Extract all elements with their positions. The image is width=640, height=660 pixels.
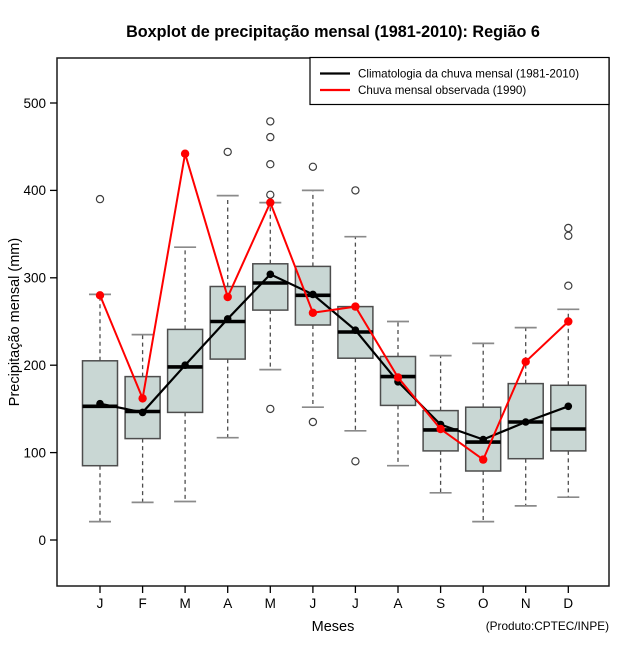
series-point-1 [224, 293, 232, 301]
series-point-0 [96, 400, 104, 408]
series-point-0 [181, 361, 189, 369]
x-axis-label: Meses [311, 619, 355, 635]
x-tick-label: D [563, 596, 574, 611]
series-point-1 [138, 394, 146, 402]
x-tick-label: M [179, 596, 191, 611]
y-tick-label: 300 [23, 270, 46, 286]
x-tick-label: A [393, 596, 403, 611]
y-tick-label: 400 [23, 183, 46, 199]
legend-label-climatology: Climatologia da chuva mensal (1981-2010) [358, 67, 580, 81]
x-tick-label: N [520, 596, 531, 611]
footer-credit: (Produto:CPTEC/INPE) [485, 619, 609, 633]
x-tick-label: J [309, 596, 317, 611]
series-point-1 [181, 150, 189, 158]
outlier-point [352, 187, 359, 194]
series-point-1 [266, 198, 274, 206]
series-point-1 [564, 317, 572, 325]
chart-title: Boxplot de precipitação mensal (1981-2010): Região 6 [126, 23, 540, 41]
x-tick-label: O [477, 596, 489, 611]
y-axis-label: Precipitação mensal (mm) [7, 237, 23, 407]
legend-label-observada: Chuva mensal observada (1990) [358, 84, 527, 97]
box-11 [551, 385, 586, 451]
outlier-point [309, 418, 316, 425]
y-tick-label: 0 [38, 532, 46, 548]
outlier-point [267, 118, 274, 125]
series-point-1 [351, 302, 359, 310]
outlier-point [352, 458, 359, 465]
x-tick-label: J [352, 596, 359, 611]
y-tick-label: 100 [23, 445, 46, 461]
series-point-0 [224, 315, 232, 323]
series-point-0 [522, 418, 530, 426]
outlier-point [267, 161, 274, 168]
outlier-point [267, 405, 274, 412]
outlier-point [565, 282, 572, 289]
series-point-0 [565, 403, 573, 411]
legend-box [310, 58, 609, 105]
series-point-1 [436, 425, 444, 433]
series-point-1 [96, 291, 104, 299]
outlier-point [224, 148, 231, 155]
series-point-1 [309, 309, 317, 317]
series-point-1 [522, 358, 530, 366]
x-tick-label: F [138, 596, 147, 611]
series-point-0 [309, 291, 317, 299]
x-tick-label: A [223, 596, 233, 611]
y-tick-label: 500 [23, 95, 46, 111]
plot-area [57, 58, 609, 586]
outlier-point [565, 224, 572, 231]
series-point-0 [352, 326, 360, 334]
box-0 [83, 361, 118, 466]
x-tick-label: J [96, 596, 104, 611]
outlier-point [267, 191, 274, 198]
outlier-point [267, 134, 274, 141]
series-point-1 [479, 455, 487, 463]
series-point-0 [139, 409, 147, 417]
series-point-0 [479, 436, 487, 444]
series-point-1 [394, 373, 402, 381]
x-tick-label: M [264, 596, 276, 611]
box-2 [168, 329, 203, 412]
outlier-point [565, 232, 572, 239]
x-tick-label: S [436, 596, 446, 611]
legend [310, 58, 609, 105]
series-point-0 [267, 271, 275, 279]
box-1 [125, 377, 160, 439]
y-tick-label: 200 [23, 358, 46, 373]
outlier-point [96, 196, 103, 203]
plot-content [23, 96, 585, 611]
outlier-point [309, 163, 316, 170]
